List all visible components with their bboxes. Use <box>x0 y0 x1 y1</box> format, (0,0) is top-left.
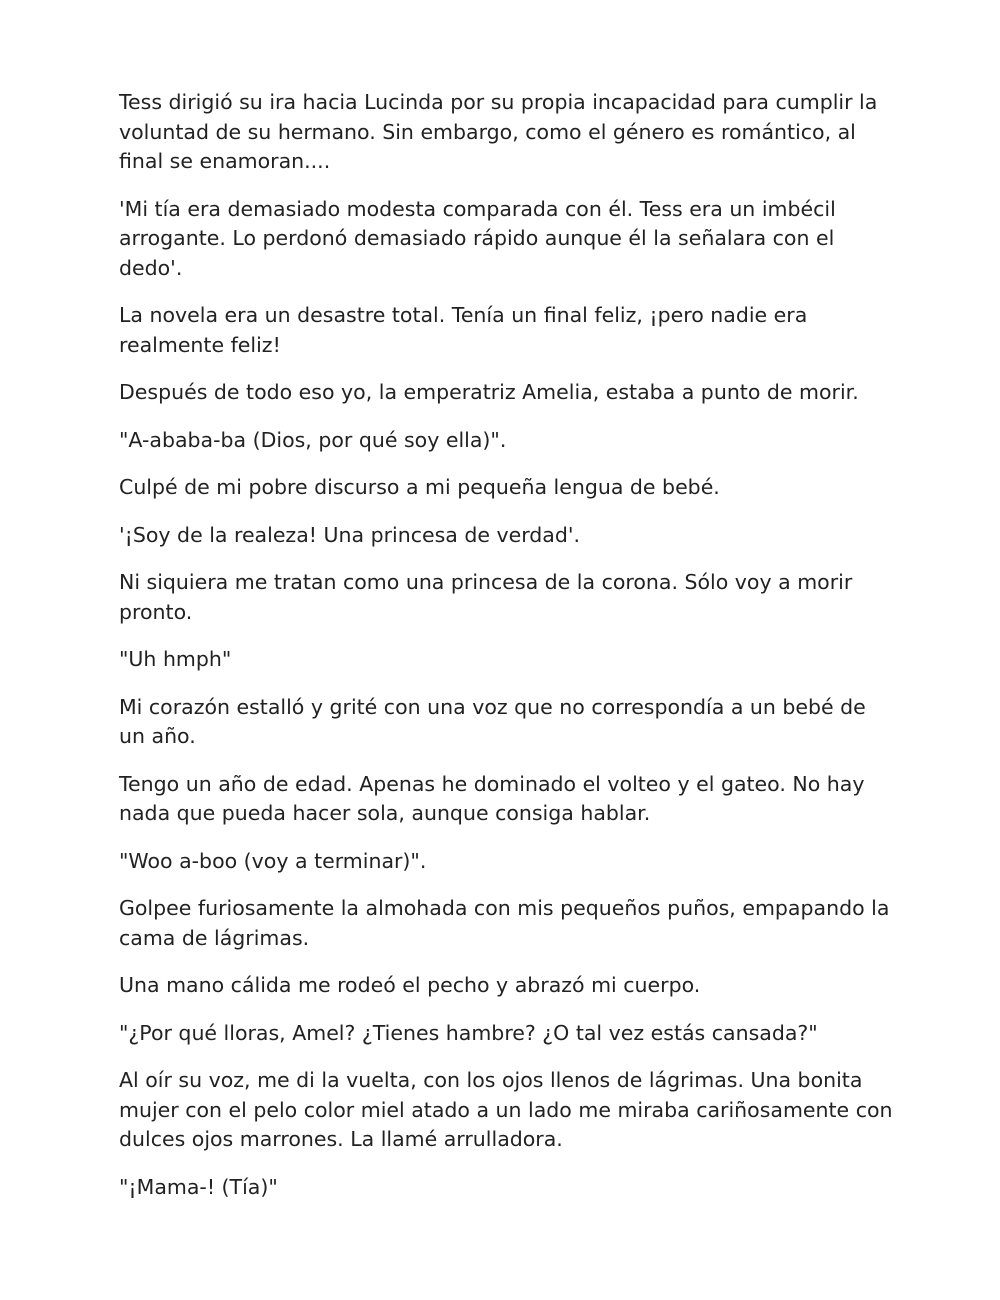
paragraph: "¿Por qué lloras, Amel? ¿Tienes hambre? ¿O tal vez estás cansada?" <box>119 1020 818 1045</box>
paragraph: 'Mi tía era demasiado modesta comparada con él. Tess era un imbécil arrogante. Lo perdonó demasiado rápido aunque él la señalara con el dedo'. <box>119 196 836 280</box>
paragraph: "A-ababa-ba (Dios, por qué soy ella)". <box>119 427 507 452</box>
paragraph: Al oír su voz, me di la vuelta, con los ojos llenos de lágrimas. Una bonita mujer con el pelo color miel atado a un lado me miraba cariñosamente con dulces ojos marrones. La llamé arrulladora. <box>119 1068 893 1151</box>
paragraph: "Woo a-boo (voy a terminar)". <box>119 848 427 873</box>
paragraph: Tengo un año de edad. Apenas he dominado el volteo y el gateo. No hay nada que pueda hacer sola, aunque consiga hablar. <box>119 771 865 825</box>
paragraph: Una mano cálida me rodeó el pecho y abrazó mi cuerpo. <box>119 973 701 997</box>
paragraph: Mi corazón estalló y grité con una voz que no correspondía a un bebé de un año. <box>119 694 866 748</box>
paragraph: Tess dirigió su ira hacia Lucinda por su propia incapacidad para cumplir la voluntad de su hermano. Sin embargo, como el género es romántico, al final se enamoran.... <box>119 90 878 173</box>
paragraph: Ni siquiera me tratan como una princesa de la corona. Sólo voy a morir pronto. <box>119 570 853 624</box>
paragraph: '¡Soy de la realeza! Una princesa de verdad'. <box>119 522 581 547</box>
paragraph: Golpee furiosamente la almohada con mis pequeños puños, empapando la cama de lágrimas. <box>119 896 890 950</box>
paragraph: "¡Mama-! (Tía)" <box>119 1174 278 1199</box>
document-page <box>119 88 894 1220</box>
paragraph: Después de todo eso yo, la emperatriz Amelia, estaba a punto de morir. <box>119 380 859 404</box>
paragraph: "Uh hmph" <box>119 647 232 671</box>
paragraph: Culpé de mi pobre discurso a mi pequeña lengua de bebé. <box>119 475 720 499</box>
paragraph: La novela era un desastre total. Tenía un final feliz, ¡pero nadie era realmente feliz! <box>119 303 808 357</box>
